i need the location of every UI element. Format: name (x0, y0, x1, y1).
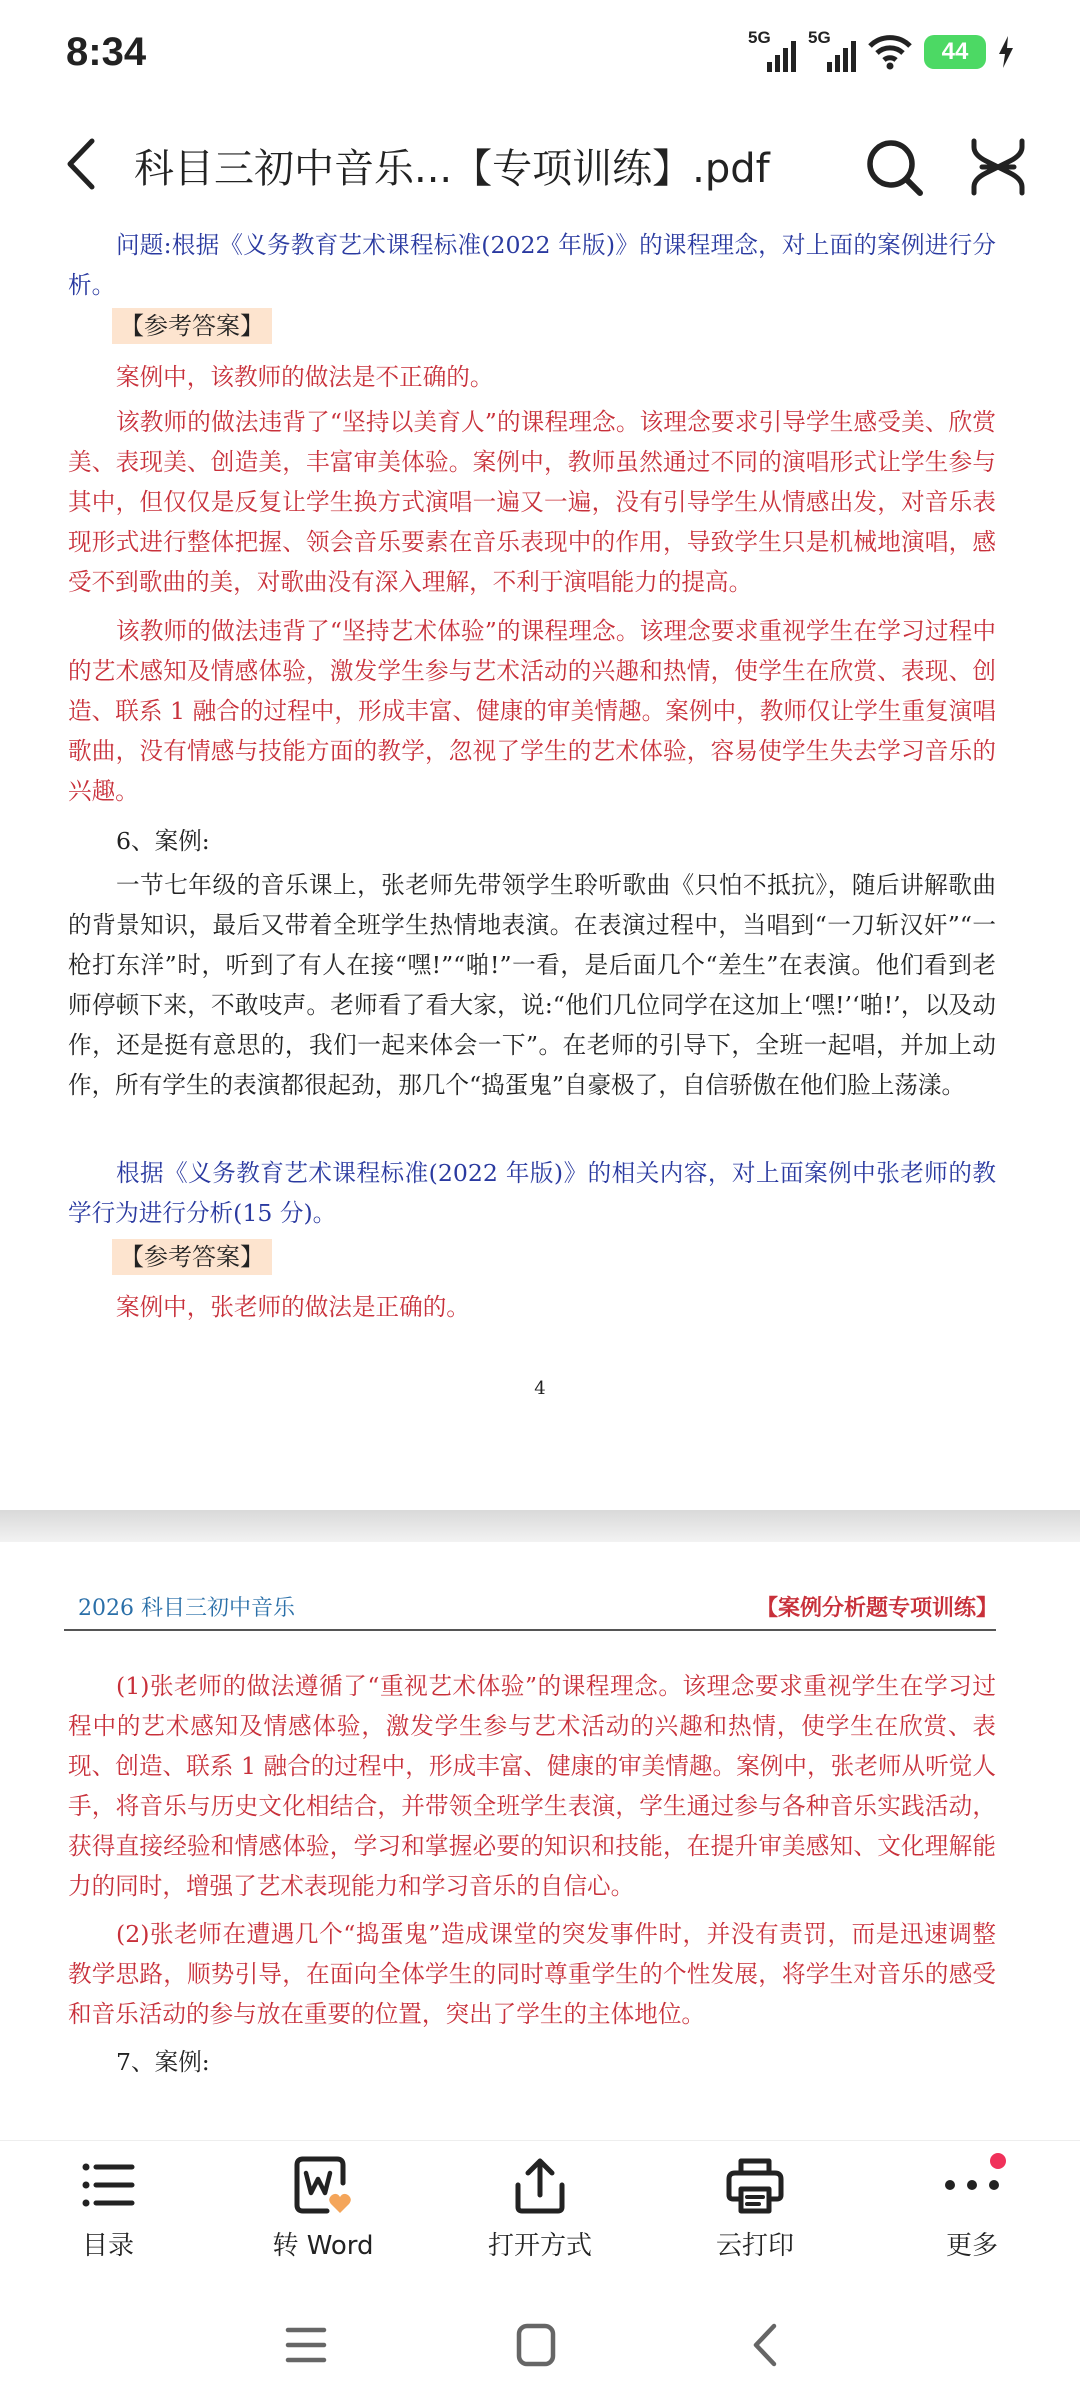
status-icons (748, 30, 1014, 74)
case-heading: 7、案例: (116, 2048, 210, 2076)
notification-dot (990, 2153, 1006, 2169)
close-icon[interactable] (966, 135, 1030, 199)
toc-label: 目录 (81, 2231, 134, 2261)
battery-icon: 44 (924, 35, 986, 69)
system-nav-bar (0, 2290, 1080, 2401)
convert-word-label: 转 Word (272, 2231, 374, 2261)
answer-tag: 【参考答案】 (112, 1239, 272, 1275)
answer-tag: 【参考答案】 (112, 308, 272, 344)
page-divider (0, 1510, 1080, 1542)
open-with-label: 打开方式 (487, 2231, 592, 2261)
page-header-right: 【案例分析题专项训练】 (755, 1595, 998, 1621)
word-convert-icon (293, 2155, 353, 2215)
app-header (0, 105, 1080, 225)
cloud-print-label: 云打印 (715, 2231, 794, 2261)
pdf-viewer[interactable] (0, 225, 1080, 2140)
printer-icon (725, 2155, 785, 2215)
document-title: 科目三初中音乐...【专项训练】.pdf (134, 146, 770, 192)
pdf-page (0, 225, 1080, 1510)
answer-text: 案例中，该教师的做法是不正确的。 (116, 363, 494, 391)
question-text: 问题:根据《义务教育艺术课程标准(2022 年版)》的课程理念，对上面的案例进行分析。 (68, 231, 996, 299)
page-number: 4 (534, 1378, 546, 1399)
case-paragraph: 一节七年级的音乐课上，张老师先带领学生聆听歌曲《只怕不抵抗》，随后讲解歌曲的背景知识，最后又带着全班学生热情地表演。在表演过程中，当唱到“一刀斩汉奸”“一枪打东洋”时，听到了有人在接“嘿!”“啪!”一看，是后面几个“差生”在表演。他们看到老师停顿下来，不敢吱声。老师看了看大家，说:“他们几位同学在这加上‘嘿!’‘啪!’，以及动作，还是挺有意思的，我们一起来体会一下”。在老师的引导下，全班一起唱，并加上动作，所有学生的表演都很起劲，那几个“捣蛋鬼”自豪极了，自信骄傲在他们脸上荡漾。 (68, 871, 996, 1099)
case-heading: 6、案例: (116, 827, 210, 855)
open-with-button[interactable] (460, 2155, 620, 2285)
charging-icon (998, 36, 1014, 68)
more-button[interactable] (892, 2155, 1052, 2285)
answer-paragraph: 该教师的做法违背了“坚持艺术体验”的课程理念。该理念要求重视学生在学习过程中的艺术感知及情感体验，激发学生参与艺术活动的兴趣和热情，使学生在欣赏、表现、创造、联系 1 融合的过程中，形成丰富、健康的审美情趣。案例中，教师仅让学生重复演唱歌曲，没有情感与技能方面的教学，忽视了学生的艺术体验，容易使学生失去学习音乐的兴趣。 (68, 617, 996, 805)
list-icon (78, 2155, 138, 2215)
convert-word-button[interactable] (243, 2155, 403, 2285)
page-header-left: 2026 科目三初中音乐 (78, 1596, 295, 1621)
answer-paragraph: (2)张老师在遭遇几个“捣蛋鬼”造成课堂的突发事件时，并没有责罚，而是迅速调整教学思路，顺势引导，在面向全体学生的同时尊重学生的个性发展，将学生对音乐的感受和音乐活动的参与放在重要的位置，突出了学生的主体地位。 (68, 1920, 996, 2028)
toc-button[interactable] (28, 2155, 188, 2285)
signal-label: 5G (808, 28, 831, 47)
question-text: 根据《义务教育艺术课程标准(2022 年版)》的相关内容，对上面案例中张老师的教学行为进行分析(15 分)。 (68, 1159, 996, 1227)
wifi-icon (868, 34, 912, 70)
pdf-page (0, 1542, 1080, 2140)
answer-paragraph: (1)张老师的做法遵循了“重视艺术体验”的课程理念。该理念要求重视学生在学习过程中的艺术感知及情感体验，激发学生参与艺术活动的兴趣和热情，使学生在欣赏、表现、创造、联系 1 融合的过程中，形成丰富、健康的审美情趣。案例中，张老师从听觉人手，将音乐与历史文化相结合，并带领全班学生表演，学生通过参与各种音乐实践活动，获得直接经验和情感体验，学习和掌握必要的知识和技能，在提升审美感知、文化理解能力的同时，增强了艺术表现能力和学习音乐的自信心。 (68, 1672, 996, 1900)
signal-icon (808, 28, 856, 72)
home-icon[interactable] (506, 2320, 566, 2370)
cloud-print-button[interactable] (675, 2155, 835, 2285)
page-header-rule (64, 1629, 996, 1631)
signal-icon (748, 28, 796, 72)
more-label: 更多 (945, 2231, 998, 2261)
bottom-toolbar (0, 2140, 1080, 2290)
back-icon[interactable] (738, 2320, 798, 2370)
back-arrow-icon[interactable] (54, 129, 114, 199)
status-time: 8:34 (66, 30, 147, 74)
recent-apps-icon[interactable] (276, 2320, 336, 2370)
search-icon[interactable] (862, 135, 926, 199)
signal-label: 5G (748, 28, 771, 47)
answer-paragraph: 该教师的做法违背了“坚持以美育人”的课程理念。该理念要求引导学生感受美、欣赏美、表现美、创造美，丰富审美体验。案例中，教师虽然通过不同的演唱形式让学生参与其中，但仅仅是反复让学生换方式演唱一遍又一遍，没有引导学生从情感出发，对音乐表现形式进行整体把握、领会音乐要素在音乐表现中的作用，导致学生只是机械地演唱，感受不到歌曲的美，对歌曲没有深入理解，不利于演唱能力的提高。 (68, 408, 996, 596)
share-icon (510, 2155, 570, 2215)
status-bar (0, 0, 1080, 105)
answer-text: 案例中，张老师的做法是正确的。 (116, 1293, 470, 1321)
